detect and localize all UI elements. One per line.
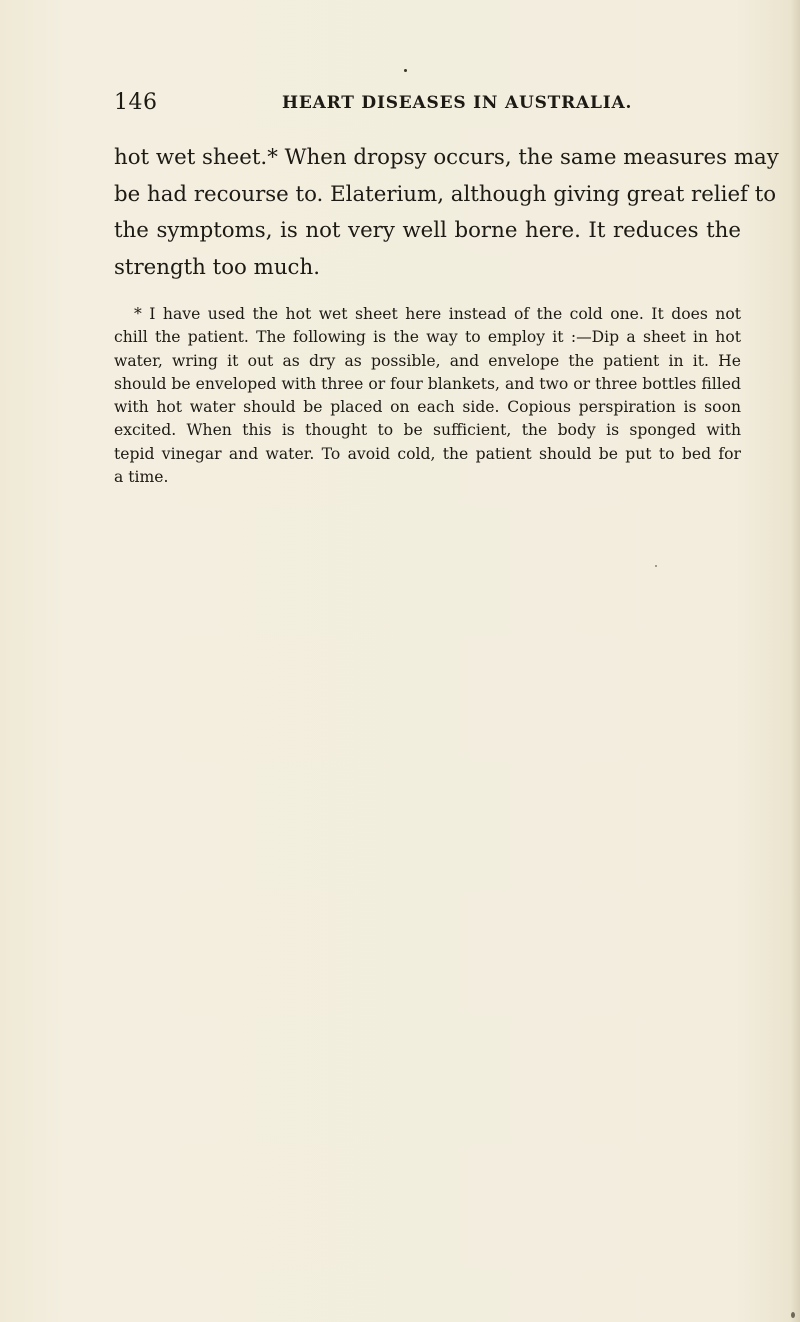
body-paragraph [114,140,779,286]
footnote-line: a time. [114,468,169,487]
running-head-title: HEART DISEASES IN AUSTRALIA. [282,93,633,113]
footnote [114,303,741,489]
body-line: be had recourse to. Elaterium, although giving great relief to [114,181,777,207]
body-line: hot wet sheet.* When dropsy occurs, the same measures may [114,145,779,170]
footnote-line: water, wring it out as dry as possible, and envelope the patient in it. He [114,351,741,370]
footnote-line: excited. When this is thought to be sufficient, the body is sponged with [114,421,741,440]
footnote-line: chill the patient. The following is the way to employ it :—Dip a sheet in hot [114,328,741,347]
footnote-line: * I have used the hot wet sheet here instead of the cold one. It does not [134,305,741,323]
footnote-line: with hot water should be placed on each side. Copious perspiration is soon [114,398,741,417]
ink-speck [791,1312,795,1318]
body-line: strength too much. [114,254,320,280]
running-head [114,90,740,120]
ink-speck [655,565,657,567]
ink-speck [404,69,407,72]
footnote-line: tepid vinegar and water. To avoid cold, the patient should be put to bed for [114,444,741,463]
body-line: the symptoms, is not very well borne here. It reduces the [114,218,741,243]
page-edge-shadow [790,0,800,1322]
footnote-line: should be enveloped with three or four blankets, and two or three bottles filled [114,374,741,393]
page-number: 146 [114,90,158,115]
